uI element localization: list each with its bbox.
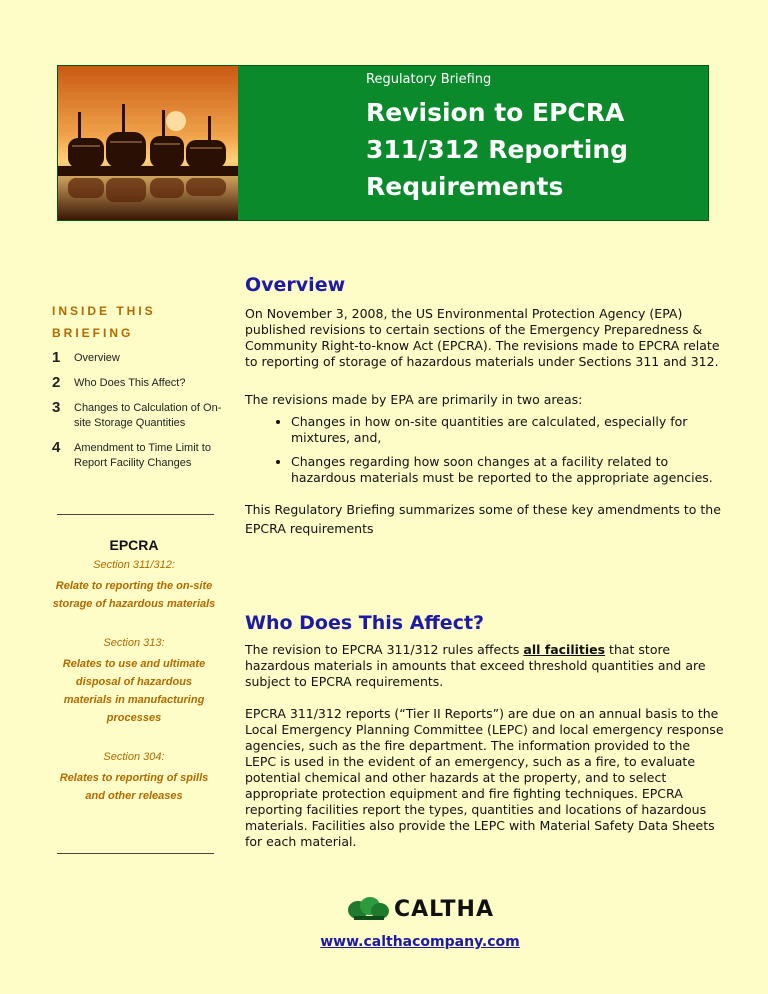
section-title: Section 313: bbox=[103, 637, 165, 649]
section-description: Relates to reporting of spills and other releases bbox=[59, 772, 209, 802]
toc-label: Who Does This Affect? bbox=[74, 377, 186, 389]
logo-text: CALTHA bbox=[394, 896, 494, 922]
who-text: The revision to EPCRA 311/312 rules affects bbox=[245, 642, 524, 657]
divider bbox=[57, 853, 214, 854]
epcra-heading: EPCRA bbox=[109, 537, 159, 553]
refinery-tanks-photo bbox=[58, 66, 238, 220]
overview-paragraph: The revisions made by EPA are primarily in two areas: bbox=[245, 392, 583, 407]
toc-item bbox=[52, 350, 222, 366]
overview-section bbox=[245, 274, 725, 538]
toc-number: 4 bbox=[52, 439, 61, 456]
caltha-leaf-icon bbox=[346, 896, 390, 922]
toc-number: 2 bbox=[52, 374, 61, 391]
toc-label: Amendment to Time Limit to Report Facility Changes bbox=[74, 442, 211, 469]
header-banner bbox=[57, 65, 709, 221]
toc-item bbox=[52, 375, 222, 391]
banner-title-line: Requirements bbox=[366, 172, 564, 201]
footer bbox=[300, 896, 540, 950]
sidebar bbox=[52, 300, 222, 480]
toc-number: 1 bbox=[52, 349, 61, 366]
banner-title-line: Revision to EPCRA bbox=[366, 98, 625, 127]
banner-title-line: 311/312 Reporting bbox=[366, 135, 629, 164]
toc-item bbox=[52, 400, 222, 431]
who-heading: Who Does This Affect? bbox=[245, 612, 485, 634]
list-item: • Changes in how on-site quantities are calculated, especially for mixtures, and, bbox=[291, 414, 725, 446]
section-title: Section 311/312: bbox=[93, 559, 175, 571]
divider bbox=[57, 514, 214, 515]
all-facilities-emphasis: all facilities bbox=[523, 642, 606, 657]
list-item: • Changes regarding how soon changes at a facility related to hazardous materials must be reported to the appropriate agencies. bbox=[291, 454, 725, 486]
caltha-logo bbox=[346, 896, 494, 922]
banner-title bbox=[366, 94, 696, 205]
toc-item bbox=[52, 440, 222, 471]
who-section bbox=[245, 612, 725, 850]
overview-paragraph: On November 3, 2008, the US Environmental Protection Agency (EPA) published revisions to certain sections of the Emergency Preparedness & Community Right-to-know Act (EPCRA). The revisions made to EPCRA relate to reporting of storage of hazardous materials under Sections 311 and 312. bbox=[245, 306, 720, 369]
revision-list bbox=[245, 414, 725, 486]
section-description: Relate to reporting the on-site storage of hazardous materials bbox=[52, 580, 216, 610]
epcra-sections-box bbox=[52, 537, 216, 805]
inside-this-briefing-title bbox=[52, 300, 222, 344]
overview-heading: Overview bbox=[245, 274, 346, 296]
overview-paragraph: This Regulatory Briefing summarizes some of these key amendments to the EPCRA requirements bbox=[245, 502, 721, 536]
banner-subtitle: Regulatory Briefing bbox=[366, 72, 492, 87]
inside-title-line: BRIEFING bbox=[52, 326, 134, 340]
who-paragraph: EPCRA 311/312 reports (“Tier II Reports”) are due on an annual basis to the Local Emergency Planning Committee (LEPC) and local emergency response agencies, such as the fire department. The information provided to the LEPC is used in the evident of an emergency, such as a fire, to evaluate potential chemical and other hazards at the property, and to select appropriate protection equipment and fire fighting techniques. EPCRA reporting facilities report the types, quantities and locations of hazardous materials. Facilities also provide the LEPC with Material Safety Data Sheets for each material. bbox=[245, 706, 724, 849]
inside-title-line: INSIDE THIS bbox=[52, 304, 156, 318]
company-url-link[interactable]: www.calthacompany.com bbox=[320, 934, 520, 950]
toc-number: 3 bbox=[52, 399, 61, 416]
toc-label: Changes to Calculation of On-site Storage Quantities bbox=[74, 402, 222, 429]
section-description: Relates to use and ultimate disposal of hazardous materials in manufacturing processes bbox=[62, 658, 206, 724]
toc-label: Overview bbox=[74, 352, 120, 364]
who-paragraph bbox=[245, 642, 725, 690]
section-title: Section 304: bbox=[103, 751, 165, 763]
who-text: that store hazardous materials in amounts that exceed threshold quantities and are subject to EPCRA requirements. bbox=[245, 642, 706, 689]
